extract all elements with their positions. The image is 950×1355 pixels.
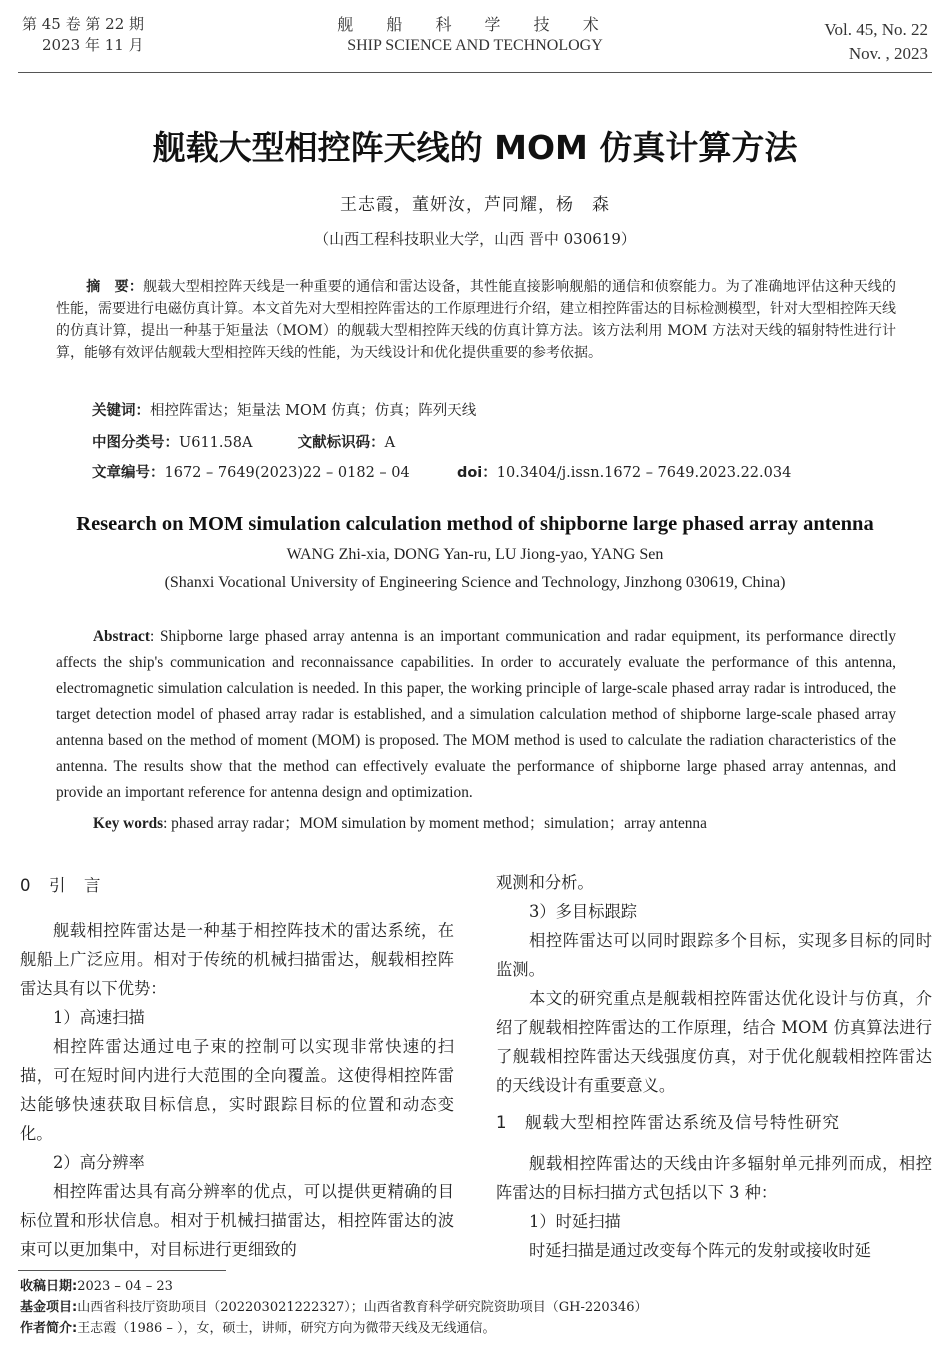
doi-label: doi： <box>456 465 497 481</box>
journal-en: SHIP SCIENCE AND TECHNOLOGY <box>347 37 603 54</box>
abstract-cn-text: 舰载大型相控阵天线是一种重要的通信和雷达设备，其性能直接影响舰船的通信和侦察能力。为了准确地评估这种天线的性能，需要进行电磁仿真计算。本文首先对大型相控阵雷达的工作原理进行介绍，建立相控阵雷达的目标检测模型，针对大型相控阵天线的仿真计算，提出一种基于矩量法（MOM）的舰载大型相控阵天线的仿真计算方法。该方法利用 MOM 方法对天线的辐射特性进行计算，能够有效评估舰载大型相控阵天线的性能，为天线设计和优化提供重要的参考依据。 <box>56 279 897 361</box>
list-item-heading: 2）高分辨率 <box>53 1153 145 1172</box>
header-center <box>0 14 950 56</box>
abstract-en-label: Abstract <box>93 628 150 645</box>
section-1-heading: 1 舰载大型相控阵雷达系统及信号特性研究 <box>496 1113 840 1132</box>
section-0-heading: 0 引 言 <box>20 876 102 895</box>
volume-en: Vol. 45, No. 22 <box>824 20 928 39</box>
doi-value: 10.3404/j.issn.1672 – 7649.2023.22.034 <box>496 465 792 481</box>
fund-label: 基金项目: <box>20 1300 78 1315</box>
keywords-en <box>93 813 707 835</box>
abstract-cn-label: 摘 要： <box>86 279 144 295</box>
author-bio-label: 作者简介: <box>20 1321 78 1336</box>
received-date: 2023 – 04 – 23 <box>77 1279 173 1294</box>
footnote-received <box>20 1276 173 1297</box>
footnote-author <box>20 1318 496 1339</box>
keywords-cn <box>92 399 476 423</box>
abstract-en-text: : Shipborne large phased array antenna is an important communication and radar equipment, its performance directly affects the ship's communication and reconnaissance capabilities. In order to accurately evaluate the performance of this antenna, electromagnetic simulation calculation is needed. In this paper, the working principle of large-scale phased array radar is introduced, the target detection model of phased array radar is established, and a simulation calculation method of shipborne large-scale phased array antenna based on the method of moment (MOM) is proposed. The MOM method is used to calculate the radiation characteristics of the antenna. The results show that the method can effectively evaluate the performance of shipborne large phased array antennas, and provide an important reference for antenna design and optimization. <box>56 628 896 801</box>
authors: 王志霞，董妍汝，芦同耀，杨 森 <box>340 195 610 215</box>
fund-text: 山西省科技厅资助项目（202203021222327）；山西省教育科学研究院资助项目（GH-220346） <box>77 1300 648 1315</box>
english-authors: WANG Zhi-xia, DONG Yan-ru, LU Jiong-yao, YANG Sen <box>286 546 664 563</box>
article-no-value: 1672 – 7649(2023)22 – 0182 – 04 <box>164 465 410 481</box>
body-right-column <box>496 868 932 1265</box>
list-item-heading: 1）高速扫描 <box>53 1008 145 1027</box>
volume-cn: 第 45 卷 第 22 期 <box>22 15 145 33</box>
paragraph: 相控阵雷达通过电子束的控制可以实现非常快速的扫描，可在短时间内进行大范围的全向覆盖。这使得相控阵雷达能够快速获取目标信息，实时跟踪目标的位置和动态变化。 <box>20 1037 454 1143</box>
paragraph: 时延扫描是通过改变每个阵元的发射或接收时延 <box>529 1241 871 1260</box>
journal-cn: 舰 船 科 学 技 术 <box>337 15 613 34</box>
classification-line <box>92 431 395 455</box>
paragraph: 相控阵雷达可以同时跟踪多个目标，实现多目标的同时监测。 <box>496 931 932 979</box>
list-item-heading: 1）时延扫描 <box>529 1212 621 1231</box>
article-no-label: 文章编号： <box>92 465 165 481</box>
date-cn: 2023 年 11 月 <box>42 36 144 54</box>
paragraph: 舰载相控阵雷达是一种基于相控阵技术的雷达系统，在舰船上广泛应用。相对于传统的机械扫描雷达，舰载相控阵雷达具有以下优势： <box>20 921 454 998</box>
abstract-en <box>56 624 896 806</box>
header-rule <box>18 72 932 73</box>
body-left-column <box>20 871 454 1264</box>
doc-code-value: A <box>384 435 396 451</box>
keywords-cn-label: 关键词： <box>92 403 150 419</box>
article-number-line <box>92 461 791 485</box>
list-item-heading: 3）多目标跟踪 <box>529 902 638 921</box>
author-bio-text: 王志霞（1986 – ），女，硕士，讲师，研究方向为微带天线及无线通信。 <box>77 1321 496 1336</box>
paragraph-continued: 观测和分析。 <box>496 873 594 892</box>
abstract-cn <box>56 276 896 364</box>
keywords-cn-text: 相控阵雷达；矩量法 MOM 仿真；仿真；阵列天线 <box>150 403 477 419</box>
paragraph: 舰载相控阵雷达的天线由许多辐射单元排列而成，相控阵雷达的目标扫描方式包括以下 3 种： <box>496 1154 932 1202</box>
affiliation: （山西工程科技职业大学，山西 晋中 030619） <box>314 230 636 248</box>
clc-value: U611.58A <box>179 435 253 451</box>
received-label: 收稿日期: <box>20 1279 78 1294</box>
english-title: Research on MOM simulation calculation method of shipborne large phased array antenna <box>76 513 874 535</box>
paragraph: 本文的研究重点是舰载相控阵雷达优化设计与仿真，介绍了舰载相控阵雷达的工作原理，结合 MOM 仿真算法进行了舰载相控阵雷达天线强度仿真，对于优化舰载相控阵雷达的天线设计有重要意义。 <box>496 989 932 1095</box>
header-right <box>824 18 928 66</box>
doc-code-label: 文献标识码： <box>297 435 385 451</box>
keywords-en-label: Key words <box>93 815 164 832</box>
footnote-rule <box>18 1270 226 1271</box>
keywords-en-text: : phased array radar；MOM simulation by moment method；simulation；array antenna <box>163 815 707 832</box>
clc-label: 中图分类号： <box>92 435 179 451</box>
paragraph: 相控阵雷达具有高分辨率的优点，可以提供更精确的目标位置和形状信息。相对于机械扫描雷达，相控阵雷达的波束可以更加集中，对目标进行更细致的 <box>20 1182 454 1259</box>
english-affiliation: (Shanxi Vocational University of Engineering Science and Technology, Jinzhong 030619, China) <box>164 574 786 591</box>
footnote-fund <box>20 1297 648 1318</box>
paper-title: 舰载大型相控阵天线的 MOM 仿真计算方法 <box>152 128 798 167</box>
date-en: Nov. , 2023 <box>848 44 928 63</box>
